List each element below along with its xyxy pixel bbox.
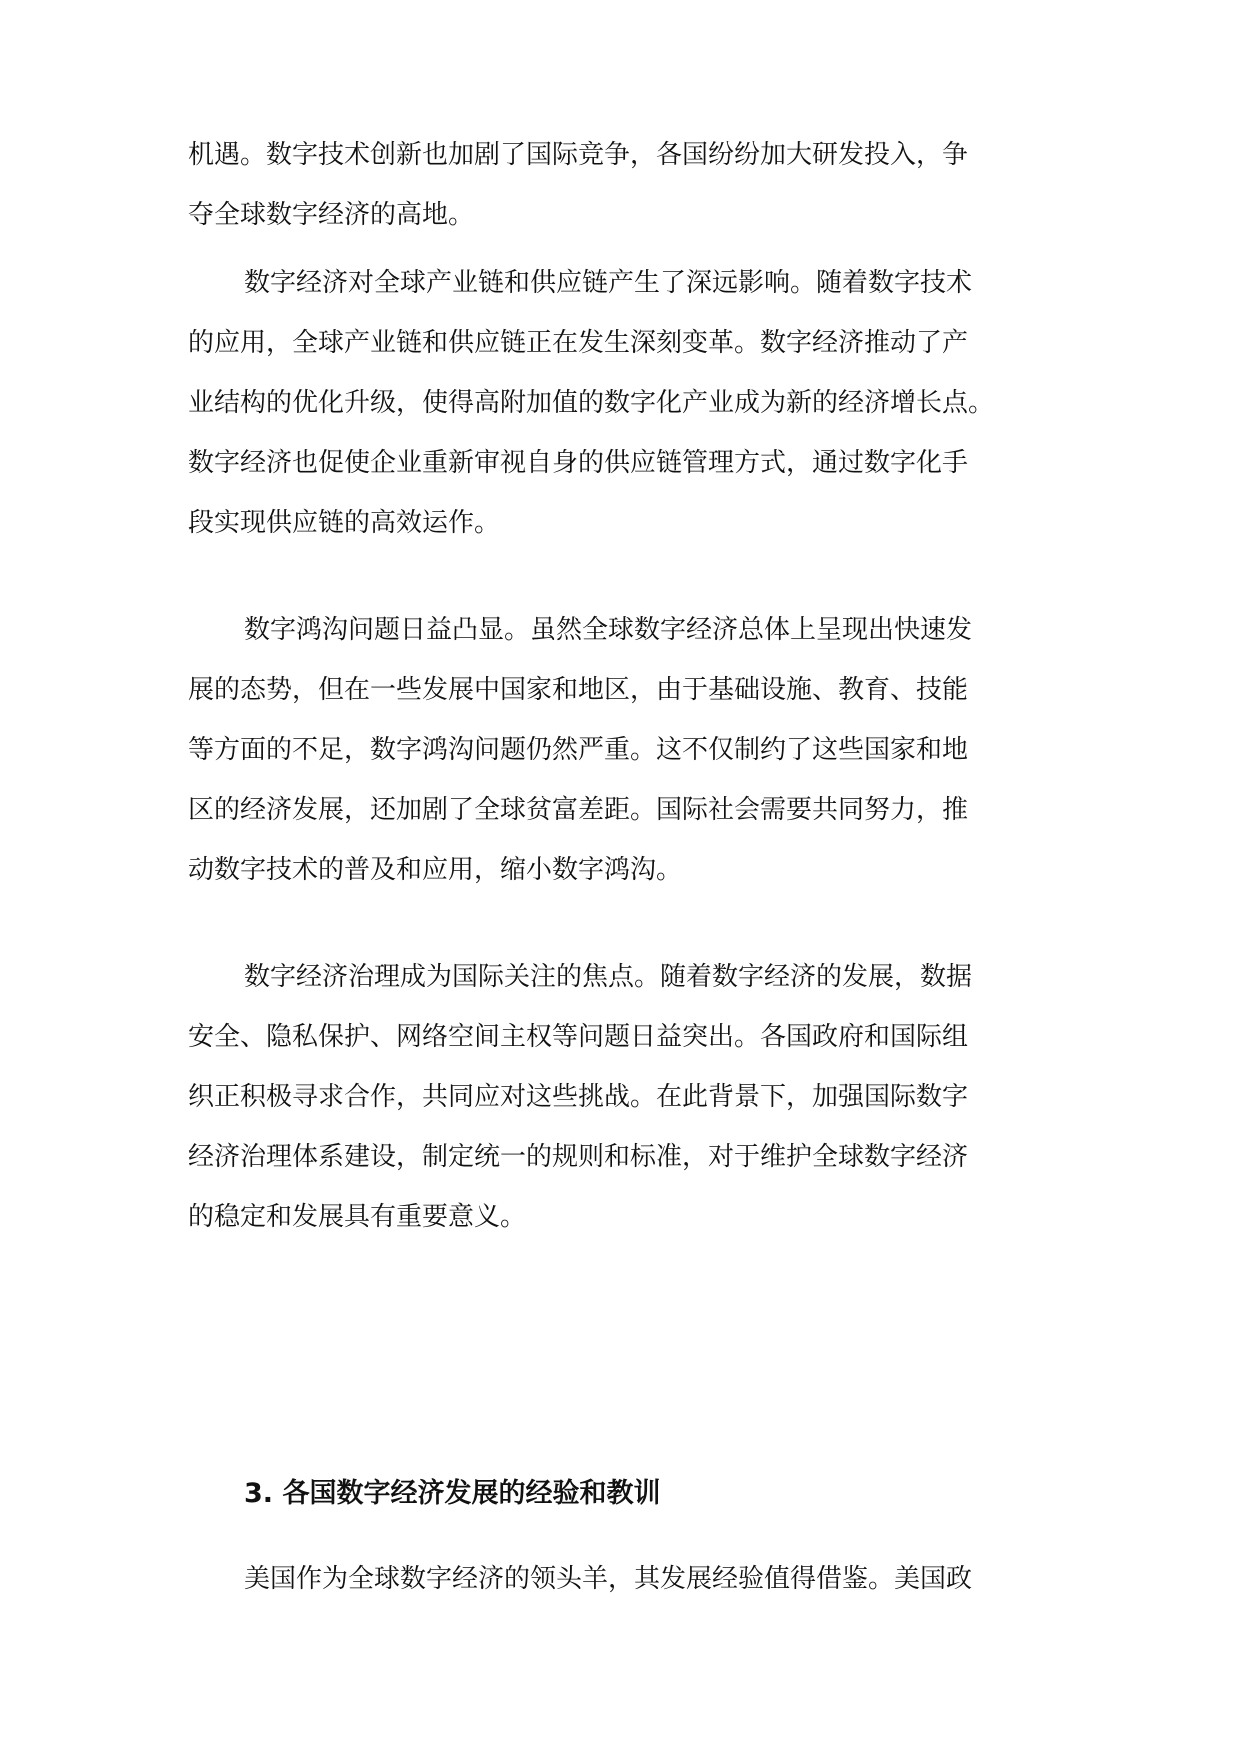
paragraph-supply-chain: [188, 253, 1056, 553]
text-line: 等方面的不足，数字鸿沟问题仍然严重。这不仅制约了这些国家和地: [188, 735, 969, 765]
text-line: 的应用，全球产业链和供应链正在发生深刻变革。数字经济推动了产: [188, 328, 969, 358]
text-line: 数字经济治理成为国际关注的焦点。随着数字经济的发展，数据: [244, 962, 973, 992]
text-line: 夺全球数字经济的高地。: [188, 200, 475, 230]
text-line: 机遇。数字技术创新也加剧了国际竞争，各国纷纷加大研发投入，争: [188, 140, 969, 170]
text-line: 美国作为全球数字经济的领头羊，其发展经验值得借鉴。美国政: [244, 1564, 973, 1594]
text-line: 经济治理体系建设，制定统一的规则和标准，对于维护全球数字经济: [188, 1142, 969, 1172]
text-line: 数字经济也促使企业重新审视自身的供应链管理方式，通过数字化手: [188, 448, 969, 478]
text-line: 织正积极寻求合作，共同应对这些挑战。在此背景下，加强国际数字: [188, 1082, 969, 1112]
text-line: 数字鸿沟问题日益凸显。虽然全球数字经济总体上呈现出快速发: [244, 615, 973, 645]
text-line: 安全、隐私保护、网络空间主权等问题日益突出。各国政府和国际组: [188, 1022, 969, 1052]
text-line: 业结构的优化升级，使得高附加值的数字化产业成为新的经济增长点。: [188, 388, 995, 418]
paragraph-digital-divide: [188, 600, 1056, 900]
text-line: 区的经济发展，还加剧了全球贫富差距。国际社会需要共同努力，推: [188, 795, 969, 825]
text-line: 的稳定和发展具有重要意义。: [188, 1202, 527, 1232]
text-line: 数字经济对全球产业链和供应链产生了深远影响。随着数字技术: [244, 268, 973, 298]
paragraph-governance: [188, 947, 1056, 1247]
text-line: 段实现供应链的高效运作。: [188, 508, 501, 538]
section-heading: 3. 各国数字经济发展的经验和教训: [244, 1478, 661, 1509]
text-line: 展的态势，但在一些发展中国家和地区，由于基础设施、教育、技能: [188, 675, 969, 705]
paragraph-continuation: [188, 125, 1056, 245]
text-line: 动数字技术的普及和应用，缩小数字鸿沟。: [188, 855, 683, 885]
paragraph-usa: [188, 1549, 1056, 1609]
